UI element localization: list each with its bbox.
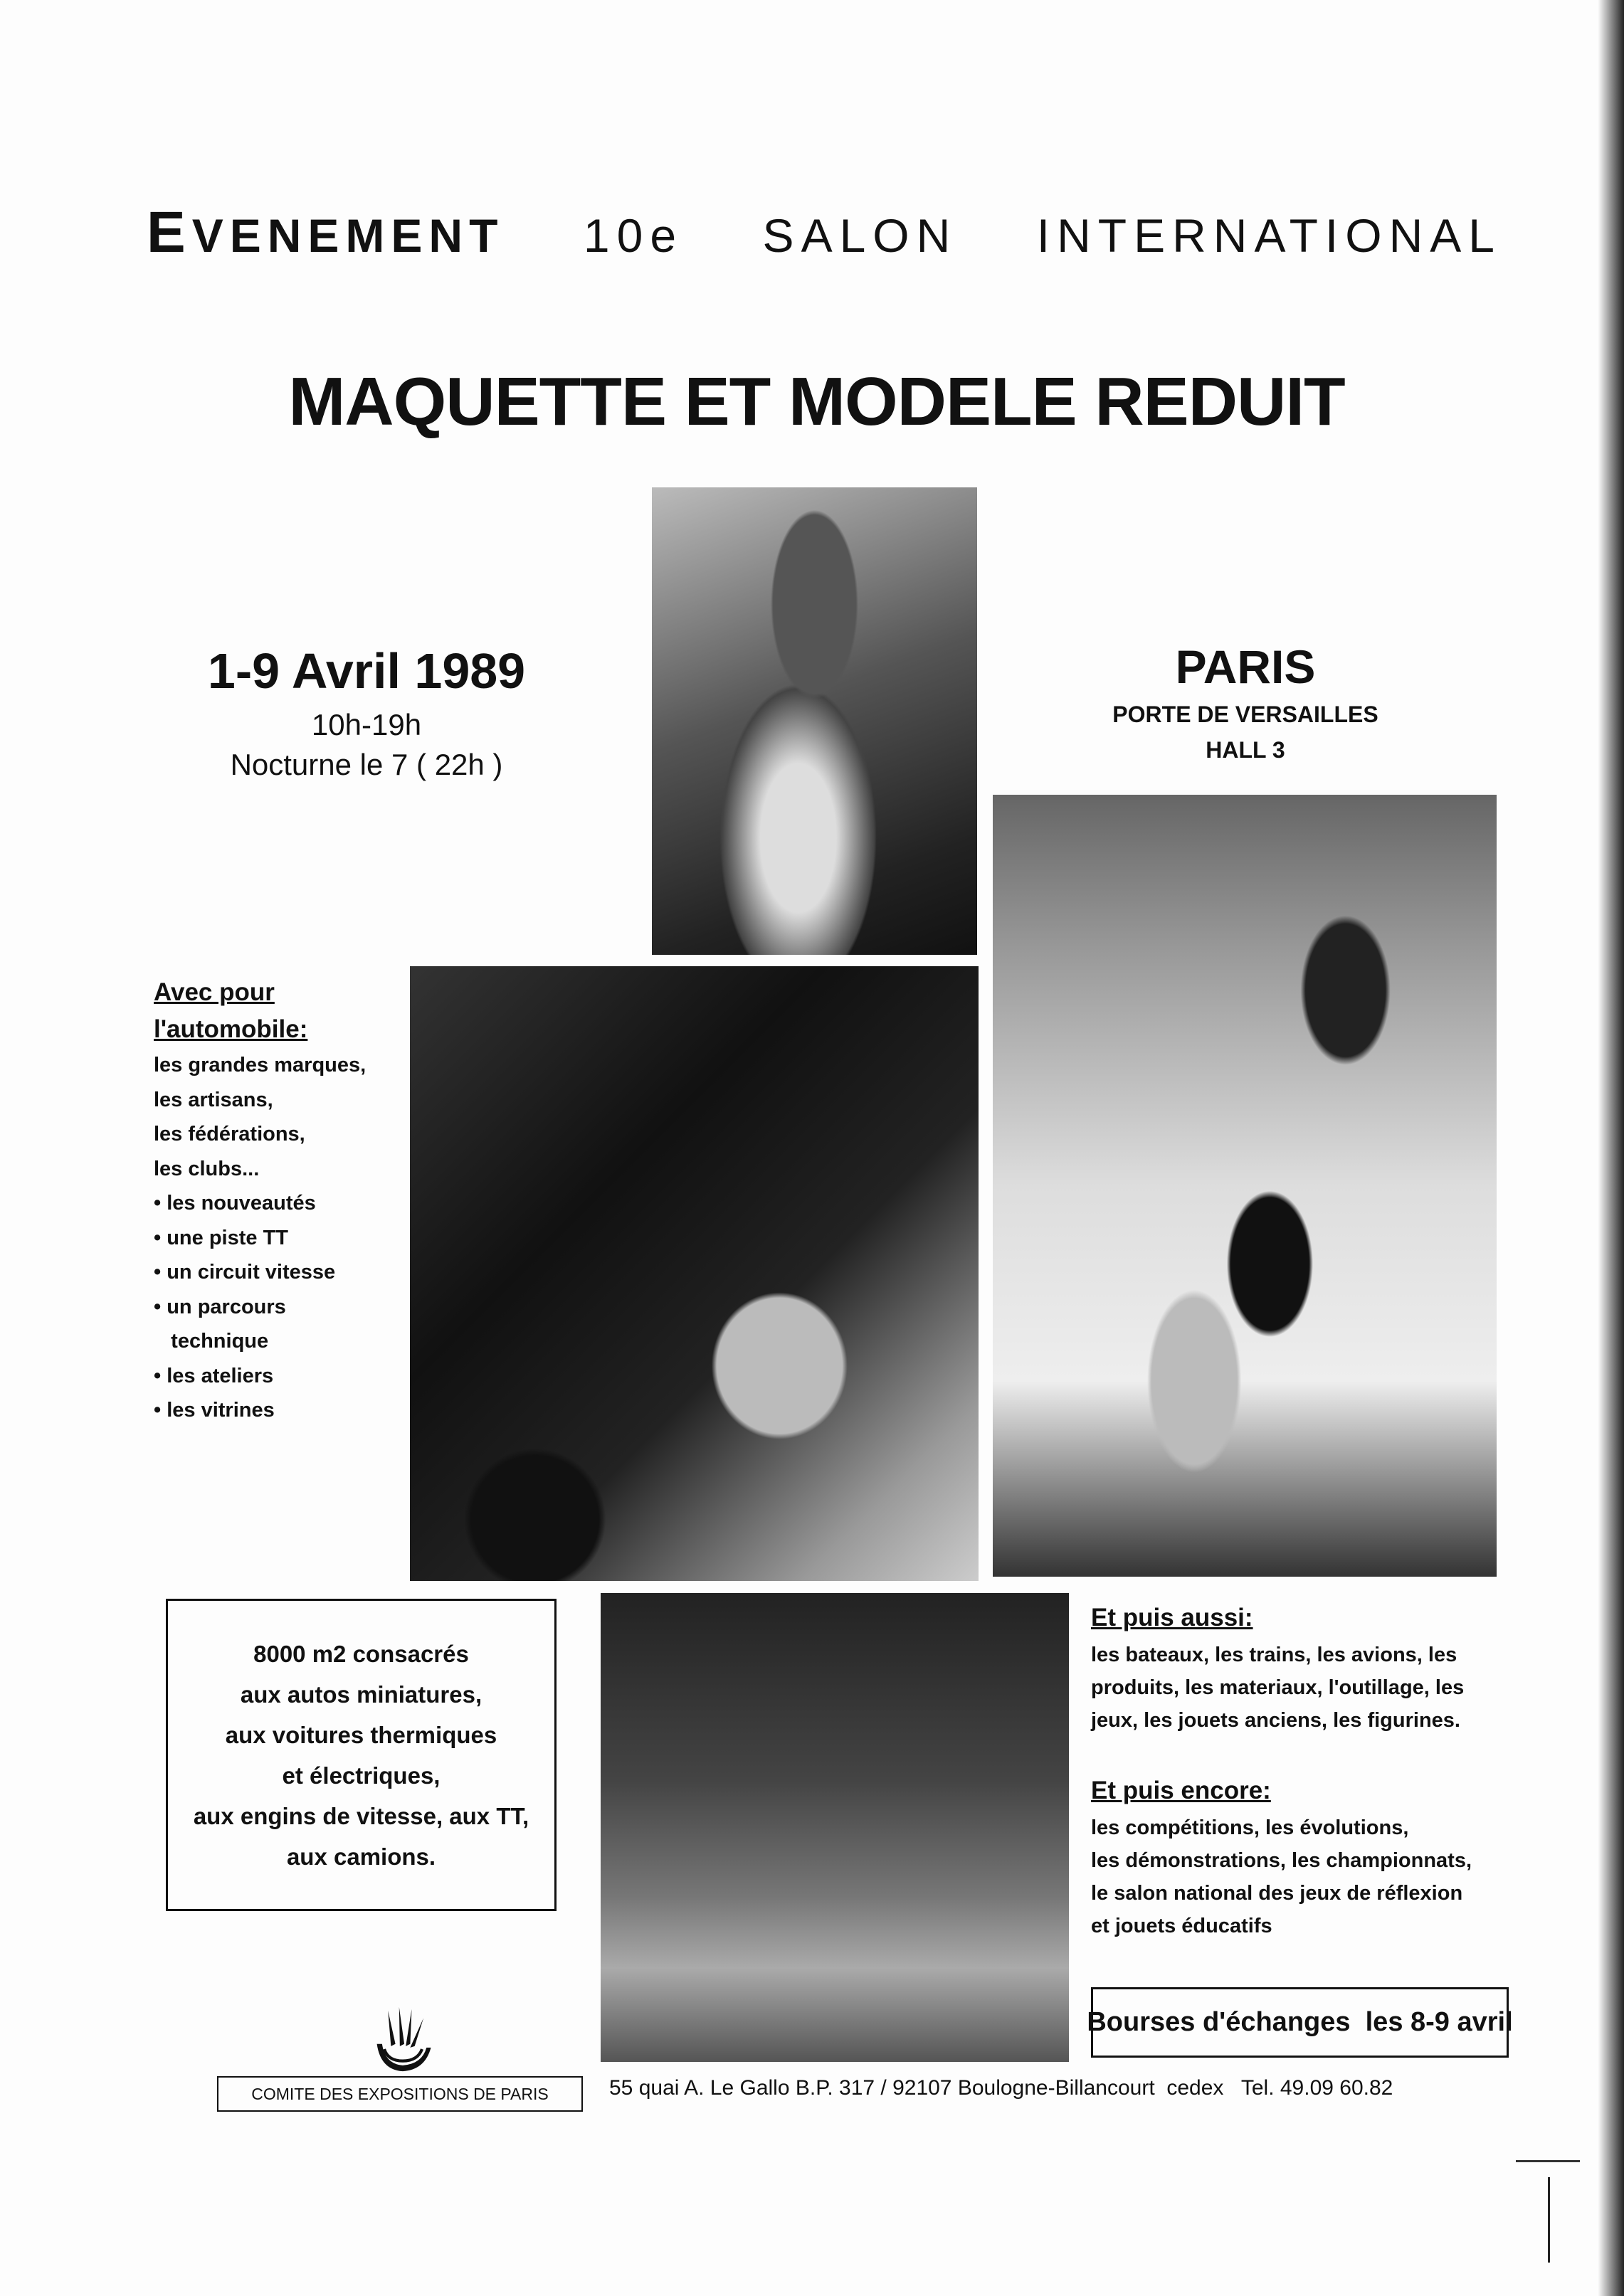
header-category: EVENEMENT: [147, 200, 505, 265]
also-line: produits, les materiaux, l'outillage, les: [1091, 1676, 1465, 1699]
organizer-logo-icon: [366, 2003, 440, 2078]
more-line: les démonstrations, les championnats,: [1091, 1849, 1472, 1872]
more-line: les compétitions, les évolutions,: [1091, 1816, 1409, 1839]
hall: HALL 3: [1206, 737, 1285, 763]
area-line: aux voitures thermiques: [225, 1721, 497, 1748]
event-location: [1067, 637, 1423, 768]
more-line: le salon national des jeux de réflexion: [1091, 1882, 1463, 1905]
area-line: 8000 m2 consacrés: [253, 1640, 469, 1667]
also-line: les bateaux, les trains, les avions, les: [1091, 1644, 1457, 1666]
bullet-item: • un circuit vitesse: [154, 1261, 336, 1284]
exhibition-area-box: [166, 1599, 557, 1911]
area-line: aux engins de vitesse, aux TT,: [193, 1802, 529, 1829]
bullet-item: • les vitrines: [154, 1399, 275, 1422]
page-mark: [1548, 2177, 1550, 2263]
organizer-address: 55 quai A. Le Gallo B.P. 317 / 92107 Boulogne-Billancourt cedex Tel. 49.09 60.82: [609, 2076, 1393, 2100]
photo-man-building-model: [652, 487, 977, 955]
area-line: et électriques,: [282, 1762, 441, 1789]
area-line: aux autos miniatures,: [240, 1681, 483, 1708]
bullet-item: • les nouveautés: [154, 1192, 316, 1215]
bullet-item: • un parcours: [154, 1295, 286, 1318]
also-line: jeux, les jouets anciens, les figurines.: [1091, 1709, 1460, 1732]
date-range: 1-9 Avril 1989: [207, 643, 526, 699]
header-international: INTERNATIONAL: [1036, 209, 1502, 262]
opening-hours: 10h-19h: [311, 708, 422, 741]
late-opening: Nocturne le 7 ( 22h ): [230, 748, 503, 781]
automobile-list: [154, 974, 399, 1428]
more-heading: Et puis encore:: [1091, 1777, 1271, 1804]
header-line: [147, 199, 1502, 266]
bullet-item: • les ateliers: [154, 1364, 274, 1387]
photo-model-truck: [410, 966, 979, 1581]
venue: PORTE DE VERSAILLES: [1112, 702, 1378, 727]
city: PARIS: [1175, 640, 1316, 693]
automobile-heading: l'automobile:: [154, 1015, 308, 1043]
list-item: les clubs...: [154, 1157, 260, 1180]
page-title: MAQUETTE ET MODELE REDUIT: [288, 364, 1345, 440]
more-line: et jouets éducatifs: [1091, 1915, 1272, 1937]
also-section: [1091, 1597, 1589, 1737]
bullet-item: technique: [154, 1330, 269, 1353]
more-section: [1091, 1770, 1589, 1942]
list-item: les grandes marques,: [154, 1054, 367, 1076]
scan-edge-shadow: [1598, 0, 1624, 2296]
automobile-heading: Avec pour: [154, 978, 275, 1006]
organizer-name-box: COMITE DES EXPOSITIONS DE PARIS: [217, 2076, 583, 2112]
header-edition: 10e: [583, 209, 684, 262]
page-mark: [1516, 2160, 1580, 2162]
bullet-item: • une piste TT: [154, 1226, 288, 1249]
photo-visitors-miniature-cars: [601, 1593, 1069, 2062]
swap-meet-box: Bourses d'échanges les 8-9 avril: [1091, 1987, 1509, 2058]
photo-rc-cars-display: [993, 795, 1497, 1577]
header-salon: SALON: [762, 209, 958, 262]
area-line: aux camions.: [286, 1843, 436, 1870]
event-dates: [185, 637, 548, 785]
also-heading: Et puis aussi:: [1091, 1604, 1253, 1631]
list-item: les fédérations,: [154, 1123, 305, 1146]
list-item: les artisans,: [154, 1088, 273, 1111]
